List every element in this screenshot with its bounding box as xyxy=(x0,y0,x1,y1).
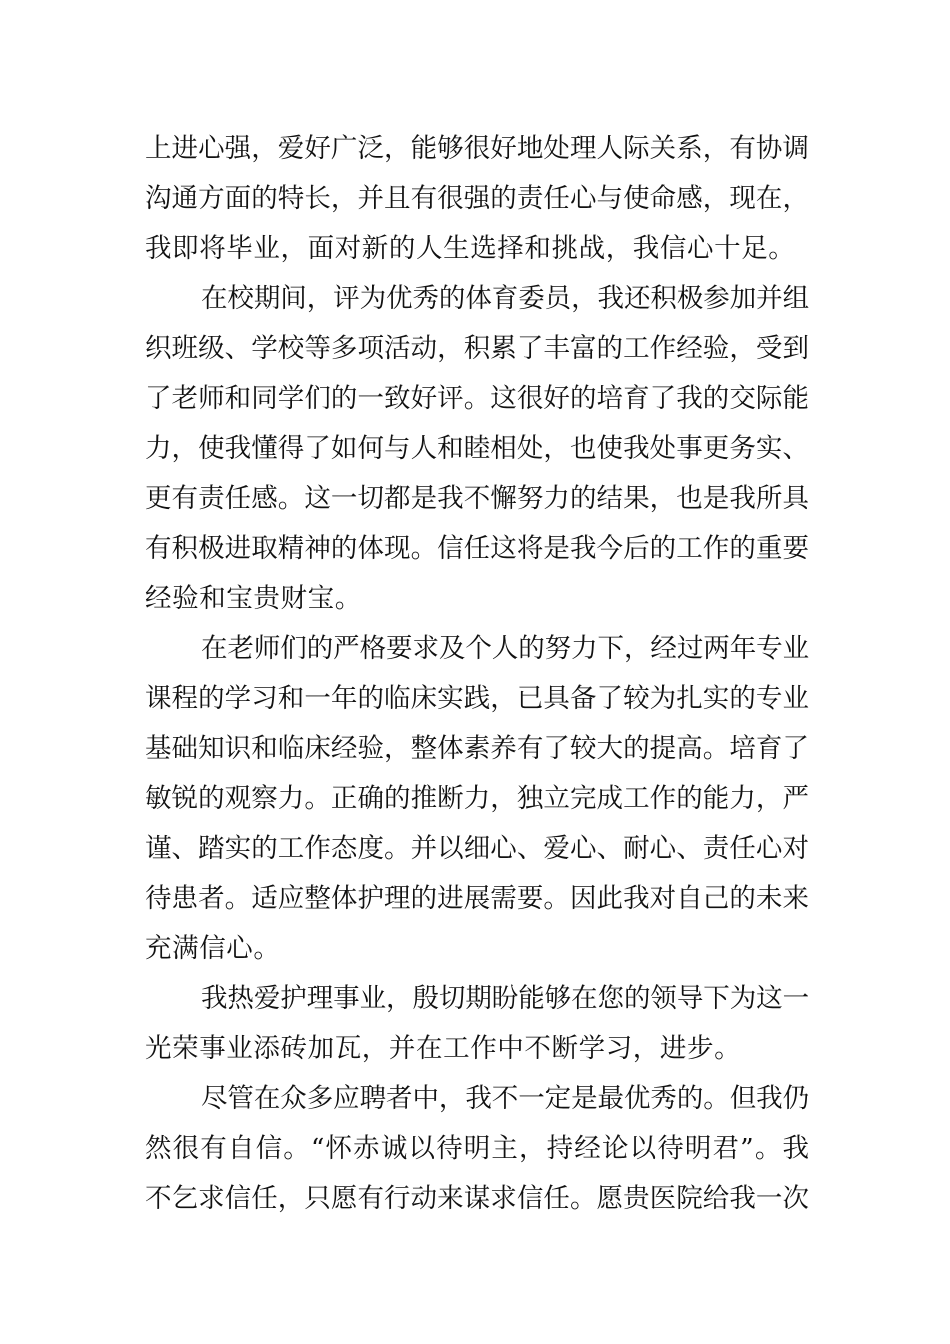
text-line: 课程的学习和一年的临床实践，已具备了较为扎实的专业 xyxy=(145,683,809,714)
text-line: 我即将毕业，面对新的人生选择和挑战，我信心十足。 xyxy=(145,233,796,264)
text-line: 尽管在众多应聘者中，我不一定是最优秀的。但我仍 xyxy=(201,1083,809,1114)
text-line: 敏锐的观察力。正确的推断力，独立完成工作的能力，严 xyxy=(145,783,809,814)
text-line: 我热爱护理事业，殷切期盼能够在您的领导下为这一 xyxy=(201,983,809,1014)
text-line: 基础知识和临床经验，整体素养有了较大的提高。培育了 xyxy=(145,733,809,764)
text-line: 上进心强，爱好广泛，能够很好地处理人际关系，有协调 xyxy=(145,133,809,164)
text-line: 谨、踏实的工作态度。并以细心、爱心、耐心、责任心对 xyxy=(145,833,809,864)
text-line: 力，使我懂得了如何与人和睦相处，也使我处事更务实、 xyxy=(145,433,809,464)
text-line: 然很有自信。“怀赤诚以待明主，持经论以待明君”。我 xyxy=(145,1133,809,1164)
text-line: 在老师们的严格要求及个人的努力下，经过两年专业 xyxy=(201,633,809,664)
text-line: 更有责任感。这一切都是我不懈努力的结果，也是我所具 xyxy=(145,483,809,514)
body-text xyxy=(145,124,809,1224)
text-line: 在校期间，评为优秀的体育委员，我还积极参加并组 xyxy=(201,283,809,314)
text-line: 沟通方面的特长，并且有很强的责任心与使命感，现在， xyxy=(145,183,809,214)
text-line: 了老师和同学们的一致好评。这很好的培育了我的交际能 xyxy=(145,383,809,414)
text-line: 待患者。适应整体护理的进展需要。因此我对自己的未来 xyxy=(145,883,809,914)
text-line: 光荣事业添砖加瓦，并在工作中不断学习，进步。 xyxy=(145,1033,742,1064)
text-line: 充满信心。 xyxy=(145,933,281,964)
text-line: 经验和宝贵财宝。 xyxy=(145,583,362,614)
text-line: 织班级、学校等多项活动，积累了丰富的工作经验，受到 xyxy=(145,333,809,364)
text-line: 有积极进取精神的体现。信任这将是我今后的工作的重要 xyxy=(145,533,809,564)
text-line: 不乞求信任，只愿有行动来谋求信任。愿贵医院给我一次 xyxy=(145,1183,809,1214)
